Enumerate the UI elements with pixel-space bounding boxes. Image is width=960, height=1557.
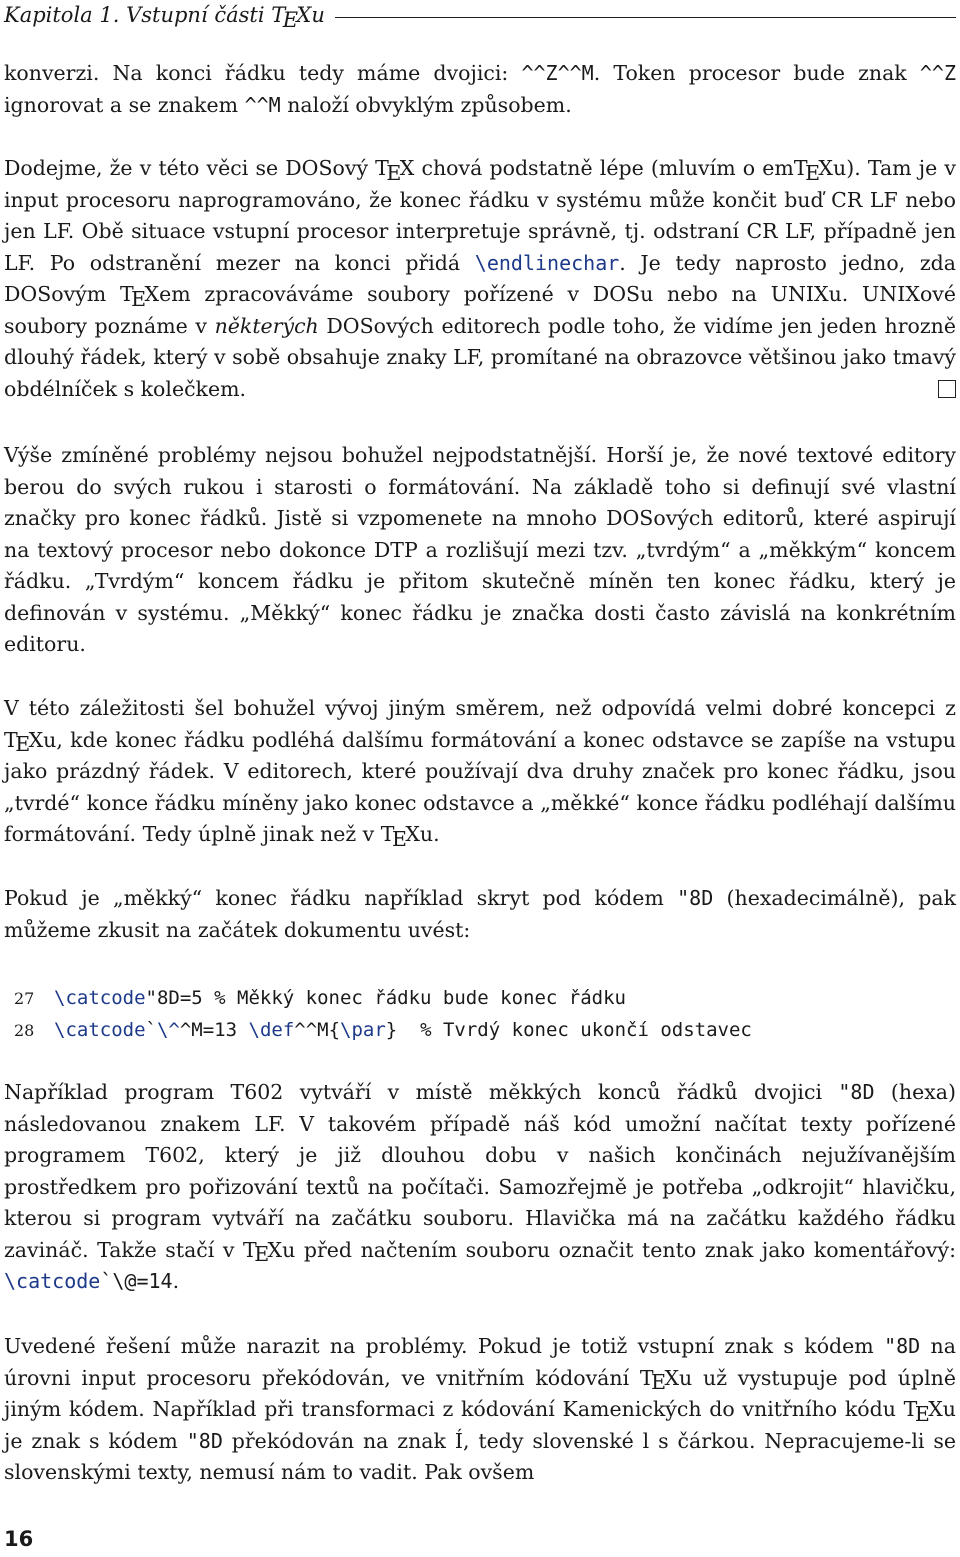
paragraph-5 <box>4 883 956 946</box>
inline-code: \catcode <box>4 1269 101 1293</box>
text: V této záležitosti šel bohužel vývoj jiným směrem, než odpovídá velmi dobré koncepci z T <box>4 696 956 752</box>
tex-logo-e: E <box>15 732 31 756</box>
code-rest: "8D=5 % Měkký konec řádku bude konec řádku <box>145 987 626 1009</box>
tex-logo-e: E <box>386 160 402 185</box>
tex-logo-e: E <box>805 160 821 185</box>
code-keyword: \catcode <box>54 1019 146 1041</box>
inline-code: \endlinechar <box>474 250 620 275</box>
code-rest: ^M=13 <box>179 1019 249 1041</box>
code-listing <box>4 982 956 1046</box>
code-rest: } % Tvrdý konec ukončí odstavec <box>385 1019 752 1041</box>
code-rest: ^^M{ <box>294 1019 341 1041</box>
code-rest: ` <box>145 1019 157 1041</box>
text: Xu). Tam je v input procesoru naprogramováno, že konec řádku v systému může končit buď CR LF nebo jen LF. Obě situace vstupní procesor interpretuje správně, tj. odstraní CR LF, případně jen LF. Po odstranění mezer na konci přidá <box>4 156 956 275</box>
text: Například program T602 vytváří v místě měkkých konců řádků dvojici <box>4 1080 839 1104</box>
text: Xu už vystupuje pod úplně jiným kódem. Například při transformaci z kódování Kamenických do vnitřního kódu T <box>4 1365 956 1421</box>
end-of-example-box <box>938 380 956 398</box>
line-number: 27 <box>14 989 35 1008</box>
text: ignorovat a se znakem <box>4 92 245 117</box>
paragraph-4 <box>4 693 956 851</box>
code-keyword: \def <box>248 1019 295 1041</box>
chapter-title-text: Kapitola 1. Vstupní části T <box>4 3 286 27</box>
code-line <box>4 1014 956 1046</box>
paragraph-6 <box>4 1077 956 1298</box>
chapter-title <box>4 3 335 32</box>
text: X chová podstatně lépe (mluvím o emT <box>399 156 808 180</box>
line-number: 28 <box>14 1021 35 1040</box>
text: (hexa) následovanou znakem LF. V takovém případě náš kód umožní načítat texty pořízené programem T602, který je již dlouhou dobu v našich končinách nejužívanějším prostředkem pro pořizování textů na počítači. Samozřejmě je potřeba „odkrojit“ hlavičku, kterou si program vytváří na začátku souboru. Hlavička má na začátku každého řádku zavináč. Takže stačí v T <box>4 1080 956 1262</box>
header-rule <box>335 17 956 18</box>
text: Xem zpracováváme soubory pořízené v DOSu nebo na UNIXu. UNIXové soubory poznáme v <box>4 282 956 338</box>
inline-code: "8D <box>186 1428 223 1453</box>
text: na úrovni input procesoru překódován, ve vnitřním kódování T <box>4 1334 956 1390</box>
tex-logo-e: E <box>651 1370 667 1394</box>
text: překódován na znak Í, tedy slovenské l s čárkou. Nepracujeme-li se slovenskými texty, nemusí nám to vadit. Pak ovšem <box>4 1428 956 1484</box>
paragraph-2 <box>4 153 956 405</box>
text: Pokud je „měkký“ konec řádku například skryt pod kódem <box>4 886 678 910</box>
tex-logo-e: E <box>254 1242 270 1266</box>
text: . <box>172 1269 180 1293</box>
inline-code: "8D <box>884 1334 921 1358</box>
paragraph-1 <box>4 58 956 121</box>
tex-logo-e: E <box>282 7 299 32</box>
text: (hexadecimálně), pak můžeme zkusit na začátek dokumentu uvést: <box>4 886 957 942</box>
paragraph-3: Výše zmíněné problémy nejsou bohužel nejpodstatnější. Horší je, že nové textové editory berou do svých rukou i starosti o formátování. Na základě toho si definují své vlastní značky pro konec řádků. Jistě si vzpomenete na mnoho DOSových editorů, které aspirují na textový procesor nebo dokonce DTP a rozlišují mezi tzv. „tvrdým“ a „měkkým“ koncem řádku. „Tvrdým“ koncem řádku je přitom skutečně míněn ten konec řádku, který je definován v systému. „Měkký“ konec řádku je značka dosti často závislá na konkrétním editoru. <box>4 443 956 656</box>
text: Uvedené řešení může narazit na problémy. Pokud je totiž vstupní znak s kódem <box>4 1334 885 1358</box>
text: konverzi. Na konci řádku tedy máme dvojici: <box>4 61 522 85</box>
text: Xu před načtením souboru označit tento znak jako komentářový: <box>267 1237 956 1262</box>
code-keyword: \^ <box>156 1019 180 1041</box>
code-keyword: \catcode <box>54 987 146 1009</box>
inline-code: ^^Z <box>919 61 956 85</box>
paragraph-7 <box>4 1331 956 1489</box>
inline-code: ^^Z^^M <box>521 61 594 85</box>
code-keyword: \par <box>340 1019 386 1041</box>
code-text <box>54 982 626 1014</box>
emphasis: některých <box>214 313 319 338</box>
code-text <box>54 1014 752 1046</box>
tex-logo-e: E <box>914 1401 930 1426</box>
page-number: 16 <box>4 1527 34 1551</box>
code-line <box>4 982 956 1014</box>
text: . Je tedy naprosto jedno, zda DOSovým T <box>4 250 956 306</box>
inline-code: "8D <box>677 886 714 910</box>
inline-code: ^^M <box>244 92 281 117</box>
text: DOSových editorech podle toho, že vidíme jen jeden hrozně dlouhý řádek, který v sobě obsahuje znaky LF, promítané na obrazovce většinou jako tmavý obdélníček s kolečkem. <box>4 313 956 401</box>
text: . Token procesor bude znak <box>593 61 920 85</box>
inline-code: "8D <box>838 1080 875 1104</box>
text: Dodejme, že v této věci se DOSový T <box>4 156 389 180</box>
inline-code: `\@=14 <box>100 1269 173 1293</box>
running-header <box>4 0 956 30</box>
text: Xu, kde konec řádku podléhá dalšímu formátování a konec odstavce se zapíše na vstupu jako prázdný řádek. V editorech, které používají dva druhy značek pro konec řádku, jsou „tvrdé“ konce řádku míněny jako konec odstavce a „měkké“ konce řádku podléhají dalšímu formátování. Tedy úplně jinak než v T <box>4 727 956 846</box>
chapter-title-suffix: Xu <box>296 3 325 27</box>
text: Xu je znak s kódem <box>4 1397 956 1453</box>
tex-logo-e: E <box>391 826 407 851</box>
tex-logo-e: E <box>131 286 147 311</box>
text: naloží obvyklým způsobem. <box>280 92 572 117</box>
text: Xu. <box>405 822 440 846</box>
